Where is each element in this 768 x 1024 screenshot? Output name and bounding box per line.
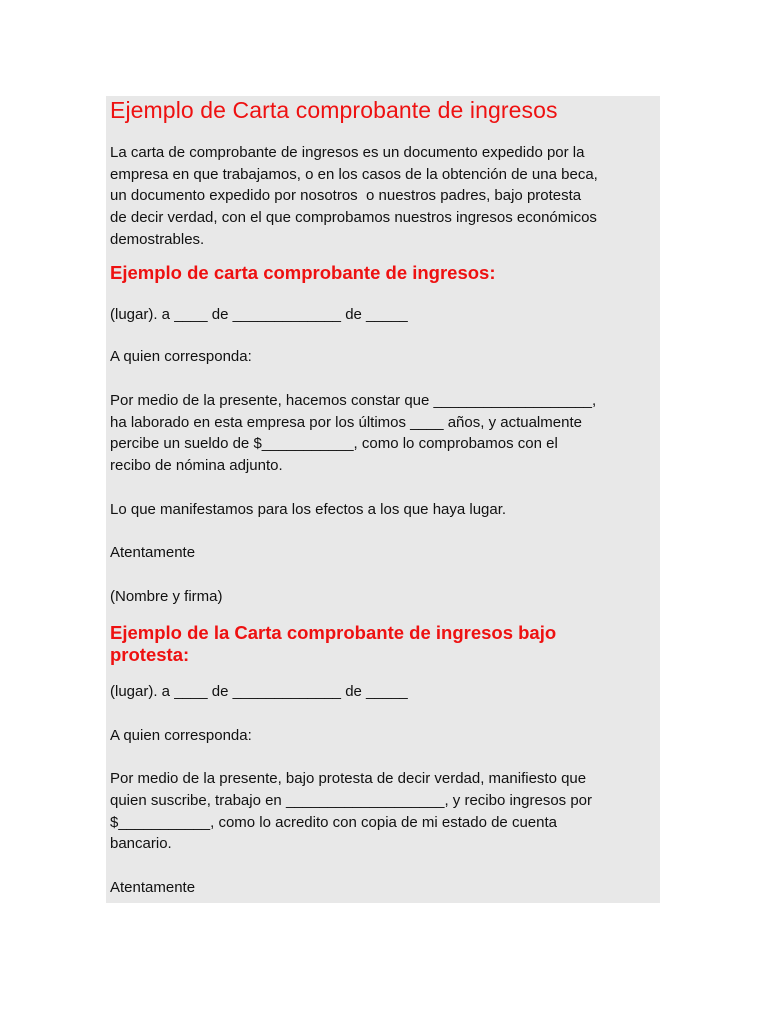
section1-closing: Atentamente	[110, 544, 196, 562]
section2-greeting: A quien corresponda:	[110, 726, 252, 744]
section1-greeting: A quien corresponda:	[110, 348, 252, 366]
section1-closing-statement: Lo que manifestamos para los efectos a los que haya lugar.	[110, 500, 507, 518]
section2-heading: Ejemplo de la Carta comprobante de ingresos bajo protesta:	[110, 621, 557, 665]
section1-signature: (Nombre y firma)	[110, 588, 223, 606]
section2-place-date: (lugar). a ____ de _____________ de _____	[110, 682, 408, 700]
document-title: Ejemplo de Carta comprobante de ingresos	[110, 97, 558, 123]
section1-heading: Ejemplo de carta comprobante de ingresos:	[110, 261, 496, 283]
intro-paragraph: La carta de comprobante de ingresos es un documento expedido por la empresa en que trabajamos, o en los casos de la obtención de una beca, un documento expedido por nosotros o nuestros padres, bajo protesta de decir verdad, con el que comprobamos nuestros ingresos económicos demostrables.	[110, 144, 598, 248]
document-page	[106, 96, 660, 903]
section1-place-date: (lugar). a ____ de _____________ de _____	[110, 305, 408, 323]
section2-closing: Atentamente	[110, 879, 196, 897]
section2-body: Por medio de la presente, bajo protesta de decir verdad, manifiesto que quien suscribe, trabajo en ___________________, y recibo ingresos por $___________, como lo acredito con copia de mi estado de cuenta bancario.	[110, 770, 593, 853]
section1-body: Por medio de la presente, hacemos constar que ___________________, ha laborado en esta empresa por los últimos ____ años, y actualmente percibe un sueldo de $___________, como lo comprobamos con el recibo de nómina adjunto.	[110, 391, 597, 475]
